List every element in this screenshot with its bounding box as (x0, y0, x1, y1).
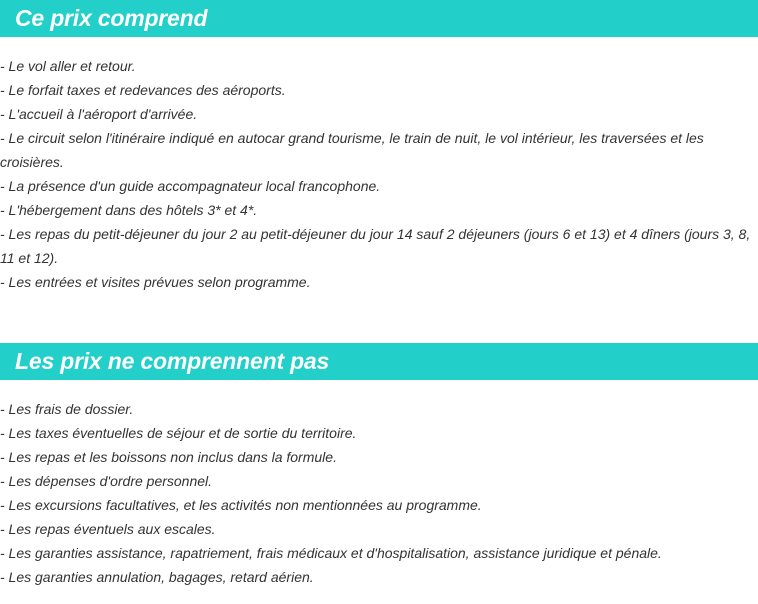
excludes-section-header (0, 343, 758, 380)
list-item: - Les dépenses d'ordre personnel. (0, 473, 213, 489)
list-item: - Les repas et les boissons non inclus dans la formule. (0, 449, 337, 465)
includes-title: Ce prix comprend (15, 5, 208, 31)
list-item: - Le forfait taxes et redevances des aéroports. (0, 82, 286, 98)
list-item: - Le vol aller et retour. (0, 58, 136, 74)
list-item: - Le circuit selon l'itinéraire indiqué en autocar grand tourisme, le train de nuit, le vol intérieur, les traversées et les croisières. (0, 130, 704, 170)
list-item: - L'hébergement dans des hôtels 3* et 4*. (0, 202, 258, 218)
list-item: - Les garanties annulation, bagages, retard aérien. (0, 569, 314, 585)
includes-list (0, 54, 758, 294)
list-item: - L'accueil à l'aéroport d'arrivée. (0, 106, 198, 122)
list-item: - La présence d'un guide accompagnateur local francophone. (0, 178, 381, 194)
list-item: - Les garanties assistance, rapatriement, frais médicaux et d'hospitalisation, assistance juridique et pénale. (0, 545, 662, 561)
includes-section-header (0, 0, 758, 37)
list-item: - Les excursions facultatives, et les activités non mentionnées au programme. (0, 497, 482, 513)
list-item: - Les repas du petit-déjeuner du jour 2 au petit-déjeuner du jour 14 sauf 2 déjeuners (jours 6 et 13) et 4 dîners (jours 3, 8, 11 et 12). (0, 226, 751, 266)
list-item: - Les entrées et visites prévues selon programme. (0, 274, 311, 290)
list-item: - Les frais de dossier. (0, 401, 134, 417)
excludes-title: Les prix ne comprennent pas (15, 348, 330, 374)
excludes-list (0, 397, 758, 589)
list-item: - Les taxes éventuelles de séjour et de sortie du territoire. (0, 425, 357, 441)
list-item: - Les repas éventuels aux escales. (0, 521, 216, 537)
